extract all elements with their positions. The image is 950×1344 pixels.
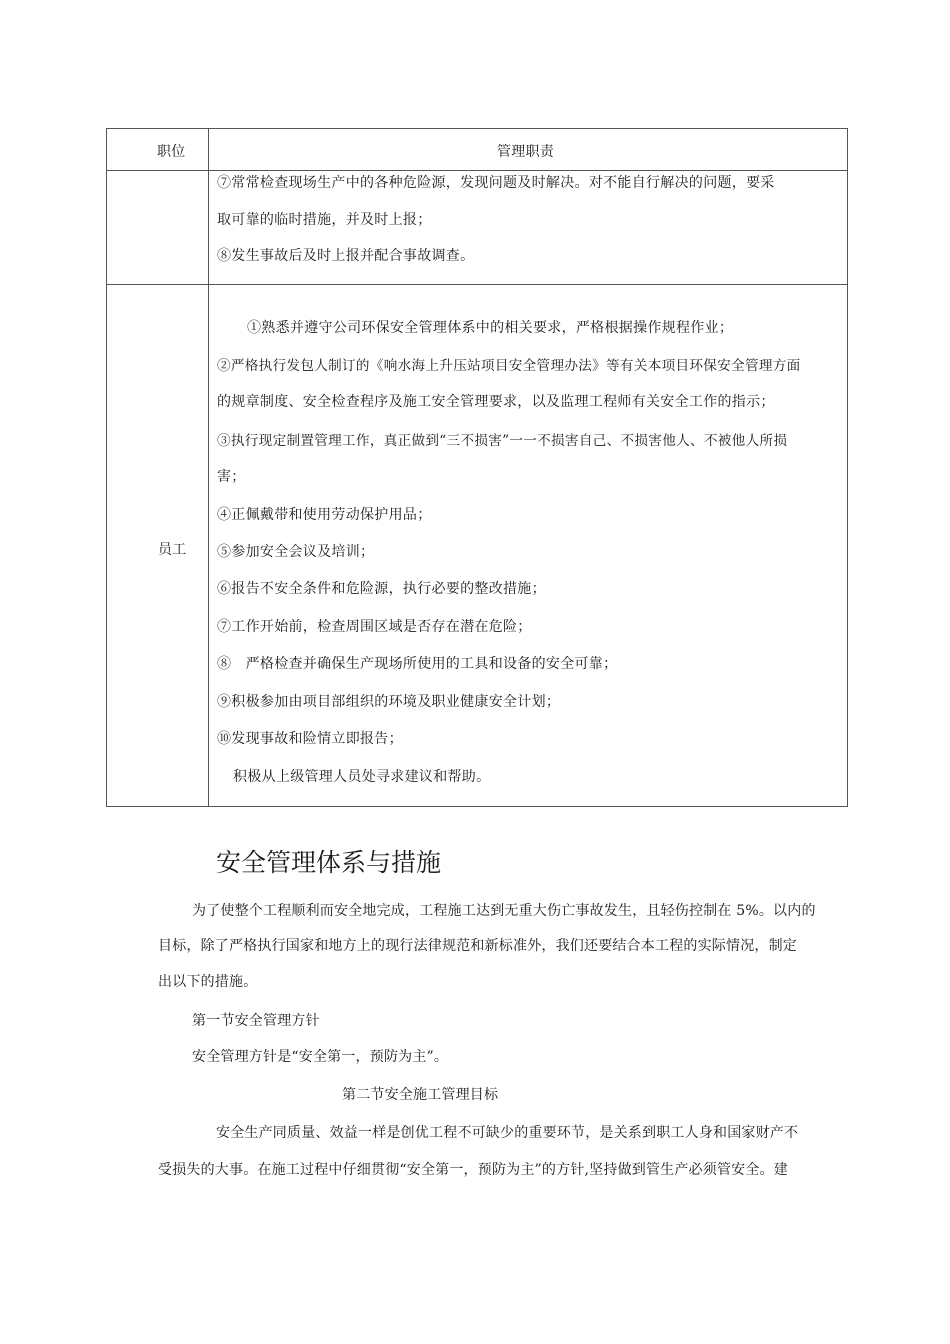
column-divider bbox=[208, 129, 209, 806]
duty-line: ⑧发生事故后及时上报并配合事故调查。 bbox=[217, 248, 475, 264]
duty-line: 取可靠的临时措施，并及时上报； bbox=[217, 212, 432, 228]
intro-line: 目标，除了严格执行国家和地方上的现行法律规范和新标准外，我们还要结合本工程的实际情况，制定 bbox=[158, 938, 797, 954]
duty-line: ③执行现定制置管理工作，真正做到“三不损害”一一不损害自己、不损害他人、不被他人所损 bbox=[217, 433, 788, 449]
duty-line: 的规章制度、安全检查程序及施工安全管理要求，以及监理工程师有关安全工作的指示； bbox=[217, 394, 775, 410]
subsection-text: 安全管理方针是“安全第一，预防为主”。 bbox=[192, 1049, 449, 1065]
duty-line: ④正佩戴带和使用劳动保护用品； bbox=[217, 507, 432, 523]
duty-line: ⑦工作开始前，检查周围区域是否存在潜在危险； bbox=[217, 619, 532, 635]
duty-line: ⑩发现事故和险情立即报告； bbox=[217, 731, 403, 747]
duty-line: 积极从上级管理人员处寻求建议和帮助。 bbox=[233, 769, 491, 785]
intro-line: 出以下的措施。 bbox=[158, 974, 258, 990]
row-divider bbox=[107, 284, 847, 285]
duty-line: ②严格执行发包人制订的《响水海上升压站项目安全管理办法》等有关本项目环保安全管理方面 bbox=[217, 358, 801, 374]
position-employee: 员工 bbox=[158, 542, 187, 558]
subsection-heading: 第二节安全施工管理目标 bbox=[342, 1087, 499, 1103]
duty-line: ⑥报告不安全条件和危险源，执行必要的整改措施； bbox=[217, 581, 546, 597]
subsection-text: 受损失的大事。在施工过程中仔细贯彻“安全第一，预防为主”的方针,坚持做到管生产必须管安全。建 bbox=[158, 1162, 788, 1178]
duty-line: ⑨积极参加由项目部组织的环境及职业健康安全计划； bbox=[217, 694, 561, 710]
header-position: 职位 bbox=[157, 144, 186, 160]
duty-line: ①熟悉并遵守公司环保安全管理体系中的相关要求，严格根据操作规程作业； bbox=[247, 320, 734, 336]
duty-line: ⑤参加安全会议及培训； bbox=[217, 544, 375, 560]
duty-line: ⑦常常检查现场生产中的各种危险源，发现问题及时解决。对不能自行解决的问题，要采 bbox=[217, 175, 775, 191]
subsection-text: 安全生产同质量、效益一样是创优工程不可缺少的重要环节，是关系到职工人身和国家财产不 bbox=[216, 1125, 799, 1141]
header-divider bbox=[107, 170, 847, 171]
duty-line: 害； bbox=[217, 469, 246, 485]
subsection-heading: 第一节安全管理方针 bbox=[192, 1013, 320, 1029]
header-duties: 管理职责 bbox=[497, 144, 555, 160]
section-title: 安全管理体系与措施 bbox=[216, 848, 442, 877]
intro-line: 为了使整个工程顺利而安全地完成，工程施工达到无重大伤亡事故发生，且轻伤控制在 5%。以内的 bbox=[192, 903, 816, 919]
duty-line: ⑧ 严格检查并确保生产现场所使用的工具和设备的安全可靠； bbox=[217, 656, 618, 672]
